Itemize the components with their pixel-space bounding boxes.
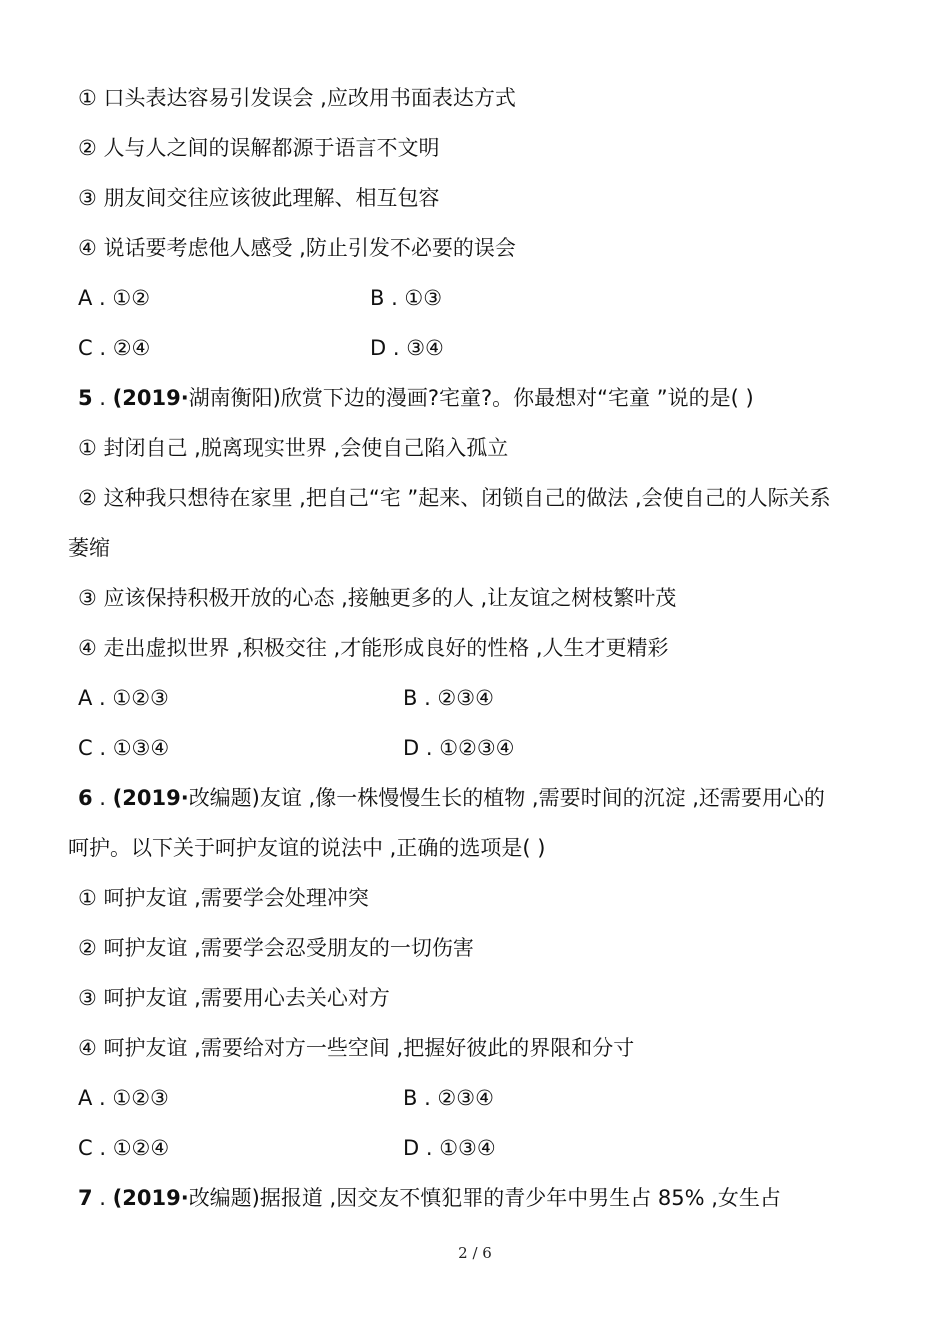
q6-option-1: ① 呵护友谊 ,需要学会处理冲突 <box>78 886 369 910</box>
q6-stem-text: 改编题)友谊 ,像一株慢慢生长的植物 ,需要时间的沉淀 ,还需要用心的 <box>188 786 825 810</box>
q4-choice-c: C . ②④ <box>78 336 151 360</box>
q5-source: (2019· <box>112 386 189 410</box>
q7-number: 7 <box>78 1186 93 1210</box>
q5-choice-c: C . ①③④ <box>78 736 170 760</box>
q5-number: 5 <box>78 386 93 410</box>
q6-number: 6 <box>78 786 93 810</box>
q6-choice-d: D . ①③④ <box>403 1136 496 1160</box>
q7-stem-text: 改编题)据报道 ,因交友不慎犯罪的青少年中男生占 85% ,女生占 <box>188 1186 781 1210</box>
q6-choice-c: C . ①②④ <box>78 1136 170 1160</box>
q4-choice-b: B . ①③ <box>370 286 443 310</box>
q4-choice-d: D . ③④ <box>370 336 444 360</box>
q6-stem-continued: 呵护。以下关于呵护友谊的说法中 ,正确的选项是( ) <box>68 836 546 860</box>
q6-choice-a: A . ①②③ <box>78 1086 169 1110</box>
q6-option-2: ② 呵护友谊 ,需要学会忍受朋友的一切伤害 <box>78 936 474 960</box>
q5-option-4: ④ 走出虚拟世界 ,积极交往 ,才能形成良好的性格 ,人生才更精彩 <box>78 636 669 660</box>
q7-separator: . <box>92 1186 113 1210</box>
q7-stem <box>78 1183 781 1213</box>
q6-separator: . <box>92 786 113 810</box>
q6-choice-b: B . ②③④ <box>403 1086 494 1110</box>
q5-stem-text: 湖南衡阳)欣赏下边的漫画?宅童?。你最想对“宅童 ”说的是( ) <box>188 386 754 410</box>
q4-option-2: ② 人与人之间的误解都源于语言不文明 <box>78 136 440 160</box>
page-number: 2 / 6 <box>458 1244 492 1262</box>
q4-choice-a: A . ①② <box>78 286 151 310</box>
q6-stem <box>78 783 825 813</box>
q5-choice-a: A . ①②③ <box>78 686 169 710</box>
q6-option-4: ④ 呵护友谊 ,需要给对方一些空间 ,把握好彼此的界限和分寸 <box>78 1036 635 1060</box>
q4-option-4: ④ 说话要考虑他人感受 ,防止引发不必要的误会 <box>78 236 516 260</box>
q5-separator: . <box>92 386 113 410</box>
q5-choice-d: D . ①②③④ <box>403 736 515 760</box>
q6-source: (2019· <box>112 786 189 810</box>
q5-option-3: ③ 应该保持积极开放的心态 ,接触更多的人 ,让友谊之树枝繁叶茂 <box>78 586 677 610</box>
q5-option-2: ② 这种我只想待在家里 ,把自己“宅 ”起来、闭锁自己的做法 ,会使自己的人际关系 <box>78 486 831 510</box>
q7-source: (2019· <box>112 1186 189 1210</box>
q5-choice-b: B . ②③④ <box>403 686 494 710</box>
q5-stem <box>78 383 754 413</box>
q4-option-3: ③ 朋友间交往应该彼此理解、相互包容 <box>78 186 440 210</box>
q4-option-1: ① 口头表达容易引发误会 ,应改用书面表达方式 <box>78 86 516 110</box>
q5-option-1: ① 封闭自己 ,脱离现实世界 ,会使自己陷入孤立 <box>78 436 509 460</box>
q6-option-3: ③ 呵护友谊 ,需要用心去关心对方 <box>78 986 390 1010</box>
q5-option-2-continued: 萎缩 <box>68 536 110 560</box>
